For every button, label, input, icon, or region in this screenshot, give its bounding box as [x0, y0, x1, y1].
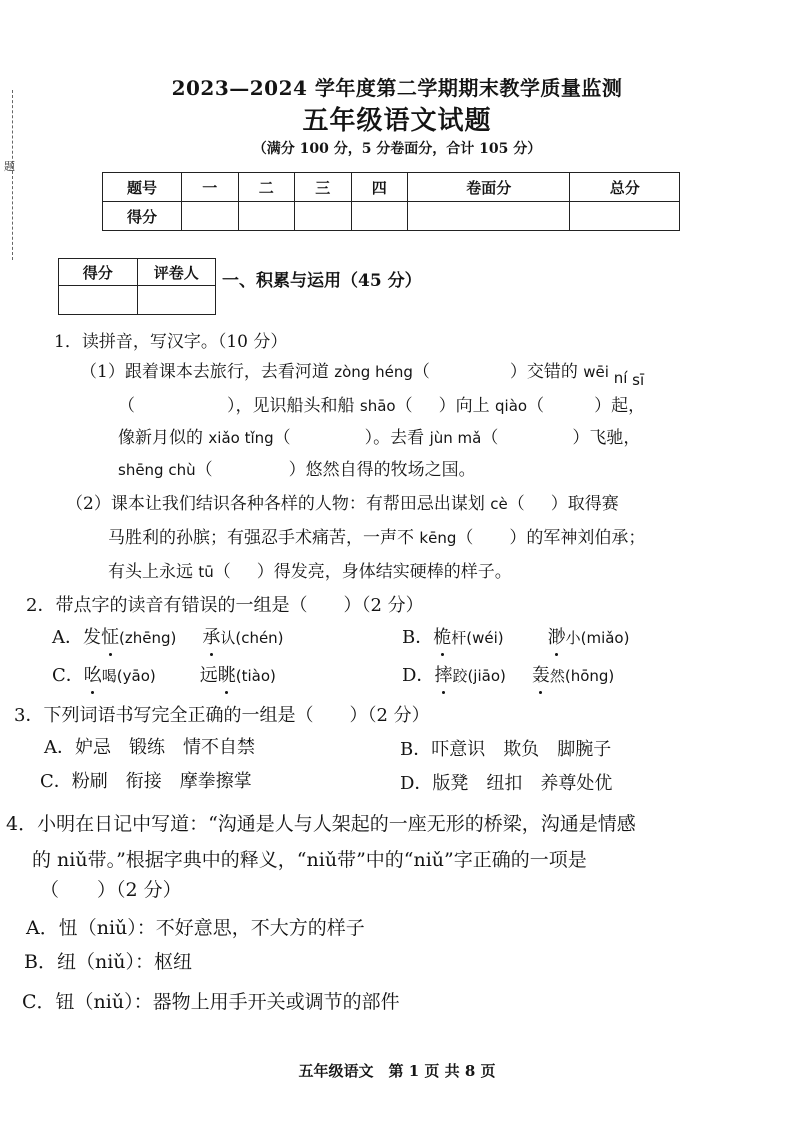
question-text: （ [213, 562, 231, 582]
option-pinyin: 认(chén) [220, 629, 284, 647]
question-text: 像新月似的 [118, 428, 209, 448]
score-entry-cell [182, 202, 239, 231]
dotted-char: 渺 [547, 627, 566, 648]
option-pinyin: 杆(wéi) [451, 629, 504, 647]
score-table-header-row [103, 173, 680, 202]
question-text: （ [412, 362, 430, 382]
grader-entry-cell [137, 286, 216, 315]
score-entry-cell [295, 202, 352, 231]
option-text: 发 [83, 627, 101, 648]
question-text: ）的军神刘伯承； [509, 528, 646, 548]
grader-table-cell: 得分 [59, 259, 138, 286]
grader-table [58, 258, 216, 315]
question-text: ）取得赛 [550, 494, 619, 514]
score-table-cell: 三 [295, 173, 352, 202]
dotted-char: 轰 [531, 665, 550, 686]
score-note: （满分 100 分，5 分卷面分，合计 105 分） [252, 141, 542, 157]
pinyin: qiào [495, 397, 528, 415]
score-table [102, 172, 680, 231]
score-table-cell: 题号 [103, 173, 182, 202]
score-entry-cell [351, 202, 408, 231]
question-text: ）飞驰， [572, 428, 641, 448]
dotted-char: 桅 [433, 627, 452, 648]
option-pinyin: 然(hōng) [549, 667, 615, 685]
question-text: ）得发亮，身体结实硬棒的样子。 [256, 562, 512, 582]
question-text: （1）跟着课本去旅行，去看河道 [80, 362, 335, 382]
question-text: （ [195, 460, 213, 480]
q3-option-d[interactable]: D．版凳 纽扣 养尊处优 [400, 773, 613, 794]
question-text: （ [456, 528, 474, 548]
score-table-cell: 四 [351, 173, 408, 202]
score-entry-cell [570, 202, 680, 231]
dotted-char: 眺 [217, 665, 236, 686]
q3-option-c[interactable]: C．粉刷 衔接 摩拳擦掌 [40, 771, 252, 792]
question-text: （ [395, 396, 413, 416]
q1-part2-line3 [108, 560, 512, 584]
q4-stem-line3: （ ）（2 分） [40, 879, 182, 901]
pinyin: kēng [419, 529, 457, 547]
score-table-cell: 二 [238, 173, 295, 202]
score-table-cell: 一 [182, 173, 239, 202]
option-text: 远 [199, 665, 218, 686]
binding-margin-mark: 题 [4, 160, 15, 173]
score-table-score-row [103, 202, 680, 231]
option-label: C． [52, 665, 84, 686]
pinyin: shēng chù [118, 461, 196, 479]
q1-part2-line2 [108, 526, 645, 550]
question-text: ），见识船头和船 [227, 396, 360, 416]
pinyin: xiǎo tǐng [208, 429, 274, 447]
score-table-row-label: 得分 [103, 202, 182, 231]
q4-stem-line2: 的 niǔ带。”根据字典中的释义，“niǔ带”中的“niǔ”字正确的一项是 [32, 849, 587, 871]
option-label: B． [402, 627, 434, 648]
q4-option-c[interactable]: C．钮（niǔ）：器物上用手开关或调节的部件 [22, 991, 400, 1013]
question-text: ）。去看 [364, 428, 430, 448]
q2-stem: 2．带点字的读音有错误的一组是（ ）（2 分） [26, 595, 424, 616]
q3-option-a[interactable]: A．妒忌 锻练 情不自禁 [44, 737, 255, 758]
pinyin: zòng héng [334, 363, 413, 381]
q2-option-d[interactable] [402, 664, 614, 688]
q4-stem-line1: 4．小明在日记中写道：“沟通是人与人架起的一座无形的桥梁，沟通是情感 [6, 813, 636, 835]
page-footer: 五年级语文 第 1 页 共 8 页 [298, 1062, 496, 1080]
question-text: （ [527, 396, 545, 416]
question-text: （ [507, 494, 525, 514]
option-pinyin: (tiào) [235, 667, 276, 685]
grader-table-cell: 评卷人 [137, 259, 216, 286]
question-text: （ [118, 396, 135, 416]
pinyin: tū [198, 563, 214, 581]
option-pinyin: 跤(jiāo) [452, 667, 506, 685]
pinyin: ní [608, 369, 633, 387]
q1-stem: 1．读拼音，写汉字。（10 分） [54, 332, 288, 352]
option-pinyin: 小(miǎo) [565, 629, 630, 647]
exam-subtitle: 五年级语文试题 [302, 106, 492, 136]
dotted-char: 摔 [434, 665, 453, 686]
question-text: （ [273, 428, 291, 448]
q4-option-b[interactable]: B．纽（niǔ）：枢纽 [24, 951, 193, 973]
section-title: 一、积累与运用（45 分） [222, 271, 422, 291]
q1-part1-line4 [118, 458, 476, 482]
question-text: ）向上 [438, 396, 496, 416]
exam-title: 2023—2024 学年度第二学期期末教学质量监测 [171, 76, 623, 100]
q1-part2-line1 [66, 492, 619, 516]
question-text: ）起， [594, 396, 646, 416]
q2-option-b[interactable] [402, 626, 629, 650]
option-pinyin: 喝(yāo) [101, 667, 156, 685]
question-text: 马胜利的孙膑；有强忍手术痛苦，一声不 [108, 528, 420, 548]
pinyin: shāo [359, 397, 396, 415]
q1-part1-line3 [118, 426, 640, 450]
grader-entry-cell [59, 286, 138, 315]
q1-part1-line1 [80, 360, 645, 389]
question-text: ）交错的 [509, 362, 584, 382]
score-table-cell: 总分 [570, 173, 680, 202]
option-pinyin: (zhēng) [119, 629, 177, 647]
option-label: D． [402, 665, 435, 686]
score-entry-cell [238, 202, 295, 231]
q2-option-a[interactable] [52, 626, 284, 650]
question-text: 有头上永远 [108, 562, 199, 582]
q1-part1-line2 [118, 394, 645, 418]
score-entry-cell [408, 202, 570, 231]
q3-stem: 3．下列词语书写完全正确的一组是（ ）（2 分） [14, 705, 430, 726]
pinyin: sī [632, 371, 645, 389]
pinyin: cè [490, 495, 508, 513]
option-label: A． [52, 627, 83, 648]
question-text: （ [481, 428, 499, 448]
pinyin: jùn mǎ [429, 429, 482, 447]
question-text: （2）课本让我们结识各种各样的人物：有帮田忌出谋划 [66, 494, 491, 514]
q4-option-a[interactable]: A．忸（niǔ）：不好意思，不大方的样子 [26, 917, 365, 939]
pinyin: wēi [583, 363, 609, 381]
dotted-char: 怔 [101, 627, 119, 648]
q3-option-b[interactable]: B．吓意识 欺负 脚腕子 [400, 739, 612, 760]
dotted-char: 吆 [83, 665, 102, 686]
question-text: ）悠然自得的牧场之国。 [288, 460, 476, 480]
dotted-char: 承 [202, 627, 221, 648]
score-table-cell: 卷面分 [408, 173, 570, 202]
q2-option-c[interactable] [52, 664, 276, 688]
